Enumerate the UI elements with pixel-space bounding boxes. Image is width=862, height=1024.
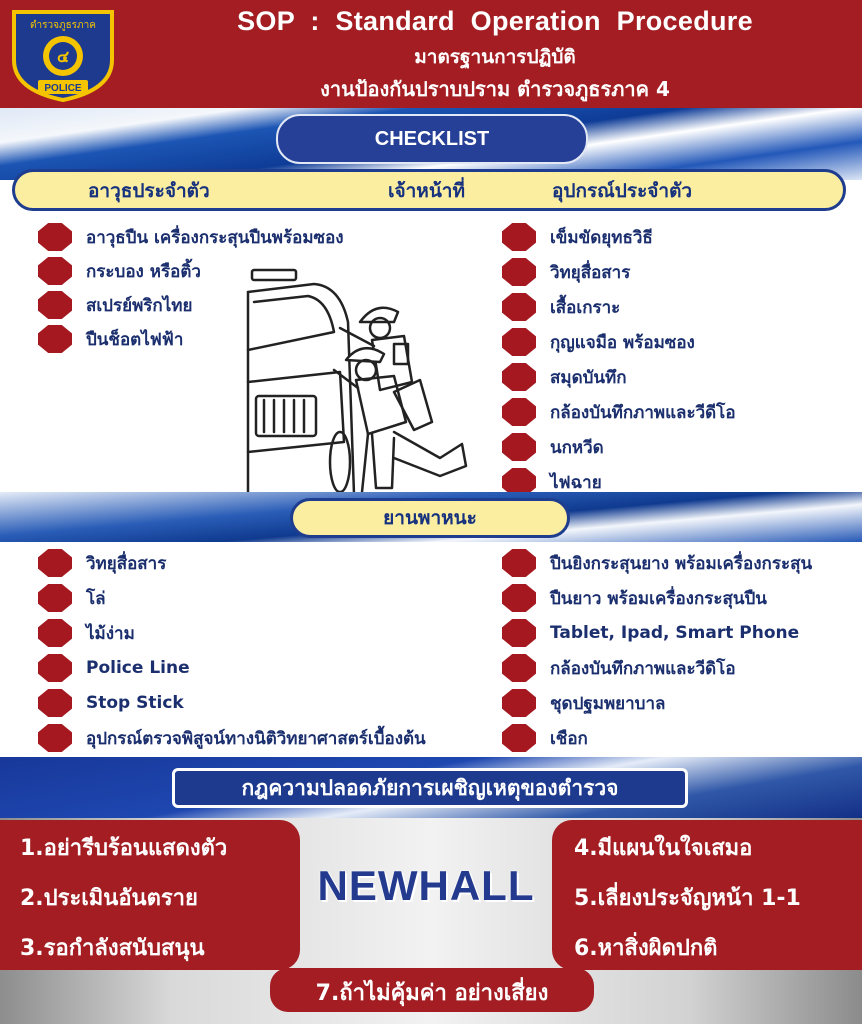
- list-item-label: ปืนช็อตไฟฟ้า: [86, 329, 184, 350]
- newhall-acronym: NEWHALL: [317, 862, 535, 909]
- red-octagon-icon: [38, 223, 72, 251]
- red-octagon-icon: [38, 654, 72, 682]
- list-item: [502, 292, 736, 322]
- red-octagon-icon: [502, 654, 536, 682]
- list-item-label: วิทยุสื่อสาร: [86, 553, 167, 574]
- list-item: [38, 653, 426, 683]
- list-item: [502, 618, 812, 648]
- red-octagon-icon: [38, 291, 72, 319]
- list-item-label: วิทยุสื่อสาร: [550, 262, 631, 283]
- red-octagon-icon: [38, 325, 72, 353]
- police-badge-icon: [10, 8, 116, 102]
- list-item-label: นกหวีด: [550, 437, 604, 458]
- rule-4: 4.มีแผนในใจเสมอ: [574, 836, 753, 861]
- list-item-label: อุปกรณ์ตรวจพิสูจน์ทางนิติวิทยาศาสตร์เบื้องต้น: [86, 728, 426, 749]
- checklist-heading: CHECKLIST: [276, 114, 588, 164]
- list-item: [502, 653, 812, 683]
- badge-text-top: ตำรวจภูธรภาค: [30, 20, 96, 31]
- list-item-label: เข็มขัดยุทธวิธี: [550, 227, 653, 248]
- list-item: [38, 222, 344, 252]
- red-octagon-icon: [502, 398, 536, 426]
- rule-5: 5.เลี่ยงประจัญหน้า 1-1: [574, 886, 801, 911]
- list-item-label: กุญแจมือ พร้อมซอง: [550, 332, 695, 353]
- list-item-label: ไฟฉาย: [550, 472, 602, 493]
- list-item: [502, 432, 736, 462]
- page-subtitle-1: มาตรฐานการปฏิบัติ: [414, 46, 576, 68]
- red-octagon-icon: [38, 619, 72, 647]
- red-octagon-icon: [38, 689, 72, 717]
- list-item-label: ปืนยาว พร้อมเครื่องกระสุนปืน: [550, 588, 767, 609]
- list-item: [38, 548, 426, 578]
- vehicle-heading: ยานพาหนะ: [290, 498, 570, 538]
- red-octagon-icon: [38, 724, 72, 752]
- list-item-label: กล้องบันทึกภาพและวีดีโอ: [550, 402, 736, 423]
- red-octagon-icon: [502, 549, 536, 577]
- list-item: [502, 548, 812, 578]
- red-octagon-icon: [502, 689, 536, 717]
- rule-7: 7.ถ้าไม่คุ้มค่า อย่างเสี่ยง: [315, 981, 549, 1006]
- list-item-label: สมุดบันทึก: [550, 367, 627, 388]
- list-item-label: ปืนยิงกระสุนยาง พร้อมเครื่องกระสุน: [550, 553, 813, 574]
- list-item-label: กระบอง หรือติ้ว: [86, 261, 201, 282]
- red-octagon-icon: [502, 223, 536, 251]
- equipment-list: [502, 222, 736, 497]
- badge-number: ๔: [56, 47, 70, 66]
- page-subtitle-2: งานป้องกันปราบปราม ตำรวจภูธรภาค 4: [320, 77, 670, 101]
- list-item: [38, 583, 426, 613]
- list-item: [502, 362, 736, 392]
- header-personal-weapons: อาวุธประจำตัว: [88, 180, 210, 202]
- list-item: [38, 723, 426, 753]
- red-octagon-icon: [502, 293, 536, 321]
- list-item: [502, 723, 812, 753]
- list-item-label: Police Line: [86, 658, 190, 678]
- list-item-label: Tablet, Ipad, Smart Phone: [550, 623, 800, 643]
- list-item-label: สเปรย์พริกไทย: [86, 295, 193, 316]
- red-octagon-icon: [502, 724, 536, 752]
- list-item: [502, 222, 736, 252]
- red-octagon-icon: [502, 328, 536, 356]
- red-octagon-icon: [38, 257, 72, 285]
- list-item: [502, 327, 736, 357]
- red-octagon-icon: [38, 549, 72, 577]
- safety-rules-title: กฎความปลอดภัยการเผชิญเหตุของตำรวจ: [172, 768, 688, 808]
- list-item-label: เชือก: [550, 728, 588, 749]
- list-item: [502, 397, 736, 427]
- vehicle-list-left: [38, 548, 426, 753]
- red-octagon-icon: [502, 363, 536, 391]
- red-octagon-icon: [502, 258, 536, 286]
- list-item-label: Stop Stick: [86, 693, 184, 713]
- list-item-label: ไม้ง่าม: [86, 623, 135, 644]
- red-octagon-icon: [38, 584, 72, 612]
- vehicle-list-right: [502, 548, 812, 753]
- list-item-label: กล้องบันทึกภาพและวีดิโอ: [550, 658, 736, 679]
- list-item-label: โล่: [86, 588, 106, 609]
- police-officers-at-car-illustration: [244, 262, 474, 494]
- list-item: [502, 688, 812, 718]
- rule-2: 2.ประเมินอันตราย: [20, 886, 198, 911]
- page-title: SOP : Standard Operation Procedure: [237, 6, 753, 36]
- list-item-label: ชุดปฐมพยาบาล: [550, 693, 666, 714]
- header-personal-equipment: อุปกรณ์ประจำตัว: [552, 180, 693, 202]
- list-item: [38, 688, 426, 718]
- list-item: [502, 257, 736, 287]
- header-officer: เจ้าหน้าที่: [388, 180, 466, 202]
- list-item-label: อาวุธปืน เครื่องกระสุนปืนพร้อมซอง: [86, 227, 344, 248]
- rule-6: 6.หาสิ่งผิดปกติ: [574, 936, 718, 961]
- red-octagon-icon: [502, 619, 536, 647]
- list-item-label: เสื้อเกราะ: [550, 297, 621, 318]
- rule-1: 1.อย่ารีบร้อนแสดงตัว: [20, 836, 228, 861]
- list-item: [38, 618, 426, 648]
- rule-3: 3.รอกำลังสนับสนุน: [20, 936, 205, 961]
- badge-text-bottom: POLICE: [44, 83, 82, 94]
- red-octagon-icon: [502, 433, 536, 461]
- list-item: [502, 583, 812, 613]
- red-octagon-icon: [502, 584, 536, 612]
